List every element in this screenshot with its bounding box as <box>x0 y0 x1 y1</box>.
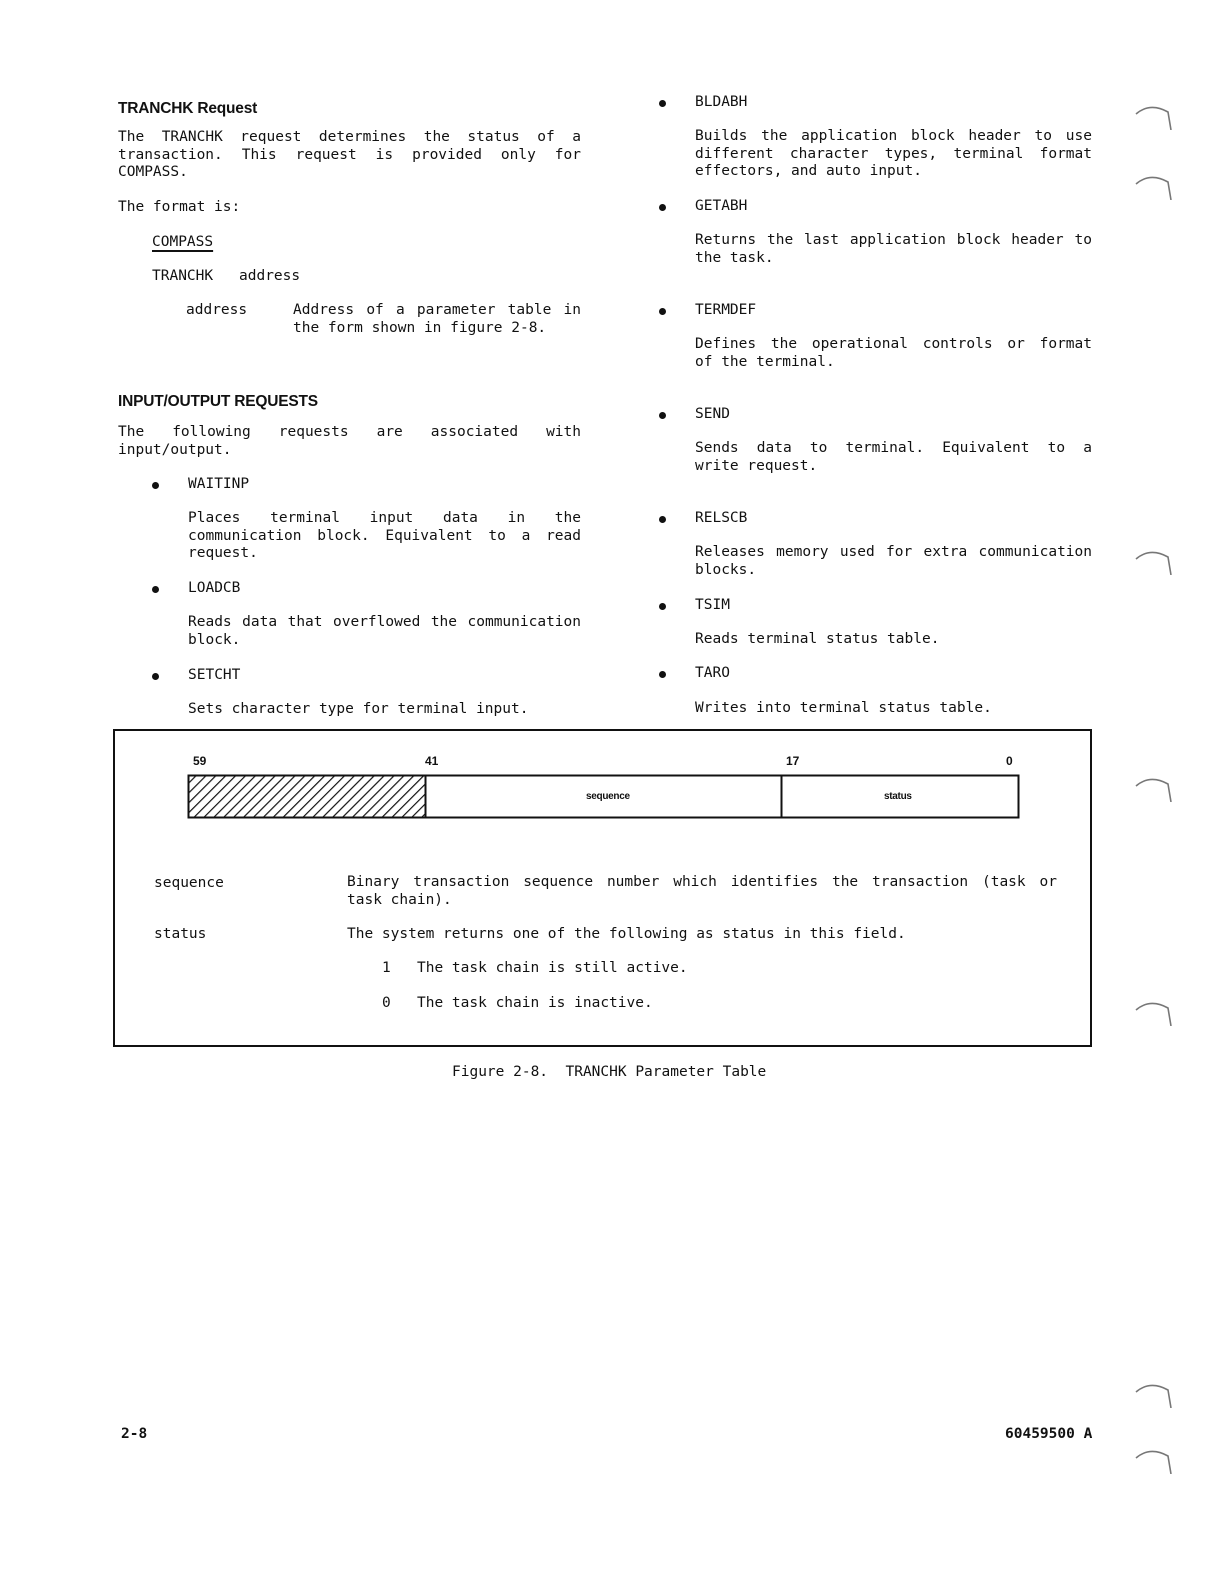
status-text-0: The task chain is inactive. <box>417 995 653 1011</box>
body-line: Reads data that overflowed the communication <box>188 614 581 630</box>
compass-label: COMPASS <box>152 234 214 250</box>
body-line: request. <box>188 545 258 561</box>
body-line: The following requests are associated with <box>118 424 581 440</box>
body-line: transaction. This request is provided only for <box>118 146 581 163</box>
bullet-icon <box>659 671 666 678</box>
bit-label-17: 17 <box>786 754 800 768</box>
io-intro <box>118 424 581 459</box>
request-name-relscb: RELSCB <box>695 510 748 526</box>
body-line: the task. <box>695 249 774 266</box>
bullet-icon <box>659 308 666 315</box>
reserved-field <box>189 776 426 818</box>
bit-label-0: 0 <box>1006 754 1013 768</box>
bit-label-41: 41 <box>425 754 439 768</box>
body-line: Builds the application block header to use <box>695 128 1092 144</box>
status-text-1: The task chain is still active. <box>417 960 688 976</box>
status-code-1: 1 <box>382 960 391 976</box>
request-name-taro: TARO <box>695 665 730 681</box>
request-desc-send <box>695 440 1092 475</box>
document-number: 60459500 A <box>1005 1426 1093 1442</box>
binder-hole-icon <box>1134 1378 1174 1408</box>
body-line: input/output. <box>118 441 232 458</box>
body-line: The TRANCHK request determines the status of a <box>118 129 581 145</box>
figure-caption: Figure 2-8. TRANCHK Parameter Table <box>452 1064 767 1080</box>
io-heading: INPUT/OUTPUT REQUESTS <box>118 393 318 410</box>
body-line: the form shown in figure 2-8. <box>293 319 547 336</box>
body-line: Address of a parameter table in <box>293 302 581 318</box>
definition-term-sequence: sequence <box>154 875 224 891</box>
page-number: 2-8 <box>121 1426 148 1442</box>
bullet-icon <box>152 586 159 593</box>
body-line: of the terminal. <box>695 353 835 370</box>
request-desc-termdef <box>695 336 1092 371</box>
binder-hole-icon <box>1134 1444 1174 1474</box>
param-name: address <box>186 302 248 318</box>
status-code-0: 0 <box>382 995 391 1011</box>
binder-hole-icon <box>1134 170 1174 200</box>
param-description <box>293 302 581 337</box>
body-line: block. <box>188 631 241 648</box>
bullet-icon <box>659 204 666 211</box>
bullet-icon <box>659 516 666 523</box>
request-name-tsim: TSIM <box>695 597 730 613</box>
tranchk-operand: address <box>239 268 301 284</box>
bit-label-59: 59 <box>193 754 207 768</box>
tranchk-description <box>118 129 581 182</box>
bullet-icon <box>659 412 666 419</box>
body-line: blocks. <box>695 561 757 578</box>
body-line: Places terminal input data in the <box>188 510 581 526</box>
bullet-icon <box>659 603 666 610</box>
body-line: task chain). <box>347 891 452 908</box>
request-desc-taro: Writes into terminal status table. <box>695 700 992 716</box>
body-line: Defines the operational controls or format <box>695 336 1092 352</box>
body-line: Returns the last application block header to <box>695 232 1092 248</box>
format-intro: The format is: <box>118 199 241 215</box>
body-line: write request. <box>695 457 818 474</box>
body-line: Releases memory used for extra communication <box>695 544 1092 560</box>
tranchk-keyword: TRANCHK <box>152 268 214 284</box>
binder-hole-icon <box>1134 996 1174 1026</box>
binder-hole-icon <box>1134 545 1174 575</box>
bullet-icon <box>659 100 666 107</box>
request-name-send: SEND <box>695 406 730 422</box>
request-desc-waitinp <box>188 510 581 563</box>
request-desc-bldabh <box>695 128 1092 181</box>
definition-desc-sequence <box>347 874 1057 909</box>
request-name-termdef: TERMDEF <box>695 302 757 318</box>
request-name-setcht: SETCHT <box>188 667 241 683</box>
binder-hole-icon <box>1134 100 1174 130</box>
definition-term-status: status <box>154 926 207 942</box>
request-name-loadcb: LOADCB <box>188 580 241 596</box>
request-name-bldabh: BLDABH <box>695 94 748 110</box>
field-label-status: status <box>884 791 912 802</box>
body-line: different character types, terminal format <box>695 145 1092 162</box>
request-name-getabh: GETABH <box>695 198 748 214</box>
body-line: COMPASS. <box>118 164 188 180</box>
tranchk-heading: TRANCHK Request <box>118 100 258 117</box>
request-name-waitinp: WAITINP <box>188 476 250 492</box>
definition-desc-status: The system returns one of the following as status in this field. <box>347 926 906 942</box>
request-desc-setcht: Sets character type for terminal input. <box>188 701 529 717</box>
request-desc-tsim: Reads terminal status table. <box>695 631 940 647</box>
bullet-icon <box>152 482 159 489</box>
request-desc-getabh <box>695 232 1092 267</box>
bullet-icon <box>152 673 159 680</box>
binder-hole-icon <box>1134 772 1174 802</box>
body-line: effectors, and auto input. <box>695 163 922 179</box>
body-line: Sends data to terminal. Equivalent to a <box>695 440 1092 456</box>
request-desc-relscb <box>695 544 1092 579</box>
body-line: Binary transaction sequence number which identifies the transaction (task or <box>347 874 1057 890</box>
body-line: communication block. Equivalent to a read <box>188 527 581 544</box>
request-desc-loadcb <box>188 614 581 649</box>
field-label-sequence: sequence <box>586 791 630 802</box>
